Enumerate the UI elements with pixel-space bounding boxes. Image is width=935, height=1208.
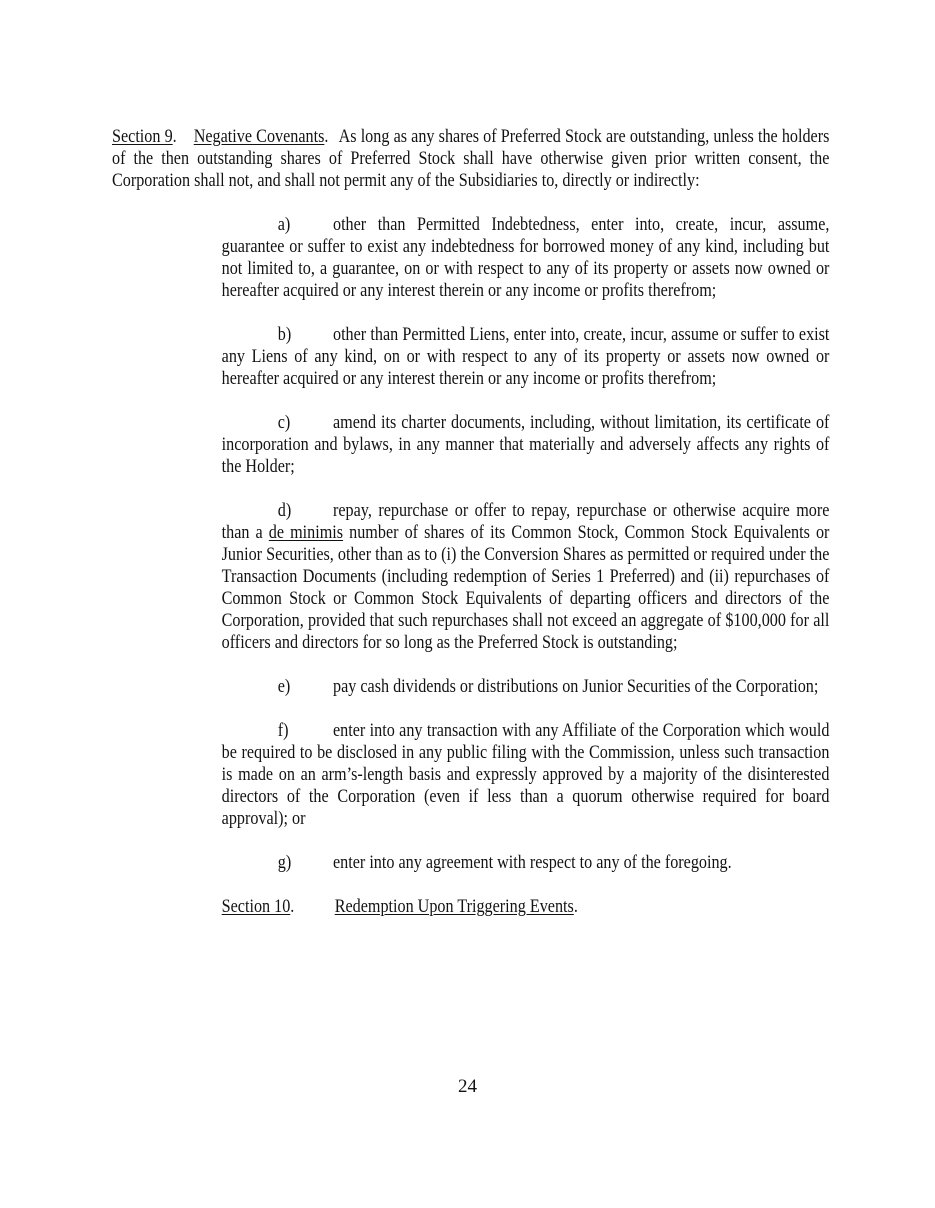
section-9-title: Negative Covenants	[193, 126, 325, 147]
clause-b-text: other than Permitted Liens, enter into, create, incur, assume or suffer to exist any Liens of any kind, on or with respect to any of its property or assets now owned or hereafter acquired or any interest therein or any income or profits therefrom;	[221, 324, 830, 389]
clause-a-letter: a)	[277, 214, 291, 235]
clause-d-text-after: number of shares of its Common Stock, Common Stock Equivalents or Junior Securities, other than as to (i) the Conversion Shares as permitted or required under the Transaction Documents (including redemption of Series 1 Preferred) and (ii) repurchases of Common Stock or Common Stock Equivalents of departing officers and directors of the Corporation, provided that such repurchases shall not exceed an aggregate of $100,000 for all officers and directors for so long as the Preferred Stock is outstanding;	[221, 522, 830, 653]
clause-c	[222, 412, 830, 478]
clause-e-letter: e)	[277, 676, 291, 697]
section-9-label-period: .	[172, 126, 177, 147]
section-10-label-period: .	[290, 896, 295, 917]
clause-c-text: amend its charter documents, including, without limitation, its certificate of incorporation and bylaws, in any manner that materially and adversely affects any rights of the Holder;	[221, 412, 830, 477]
section-9-title-period: .	[324, 126, 329, 147]
clause-d-text-before: repay, repurchase or offer to repay, repurchase or otherwise acquire more than a	[221, 500, 830, 543]
clause-b-letter: b)	[277, 324, 292, 345]
clause-e	[222, 676, 830, 698]
clause-d-underlined-term: de minimis	[268, 522, 344, 543]
clause-g-letter: g)	[277, 852, 292, 873]
clause-c-letter: c)	[277, 412, 291, 433]
clause-e-text: pay cash dividends or distributions on Junior Securities of the Corporation;	[333, 676, 819, 697]
clause-d-letter: d)	[277, 500, 292, 521]
section-9-paragraph	[112, 126, 829, 192]
clause-b	[222, 324, 830, 390]
clause-a-text: other than Permitted Indebtedness, enter into, create, incur, assume, guarantee or suffer to exist any indebtedness for borrowed money of any kind, including but not limited to, a guarantee, on or with respect to any of its property or assets now owned or hereafter acquired or any interest therein or any income or profits therefrom;	[221, 214, 830, 301]
section-10-title-period: .	[573, 896, 578, 917]
clause-d	[222, 500, 830, 654]
section-10-title: Redemption Upon Triggering Events	[334, 896, 574, 917]
page-number: 24	[458, 1076, 477, 1097]
section-9-label: Section 9	[112, 126, 173, 147]
section-10-label-box	[222, 896, 335, 918]
clause-g	[222, 852, 830, 874]
document-page	[112, 126, 829, 918]
clause-f-letter: f)	[277, 720, 289, 741]
section-10-heading	[222, 896, 830, 918]
section-9-body: As long as any shares of Preferred Stock are outstanding, unless the holders of the then outstanding shares of Preferred Stock shall have otherwise given prior written consent, the Corporation shall not, and shall not permit any of the Subsidiaries to, directly or indirectly:	[112, 126, 830, 191]
clause-g-text: enter into any agreement with respect to any of the foregoing.	[333, 852, 732, 873]
clause-a	[222, 214, 830, 302]
clause-f	[222, 720, 830, 830]
section-10-label: Section 10	[221, 896, 291, 917]
clause-f-text: enter into any transaction with any Affiliate of the Corporation which would be required to be disclosed in any public filing with the Commission, unless such transaction is made on an arm’s-length basis and expressly approved by a majority of the disinterested directors of the Corporation (even if less than a quorum otherwise required for board approval); or	[221, 720, 830, 829]
